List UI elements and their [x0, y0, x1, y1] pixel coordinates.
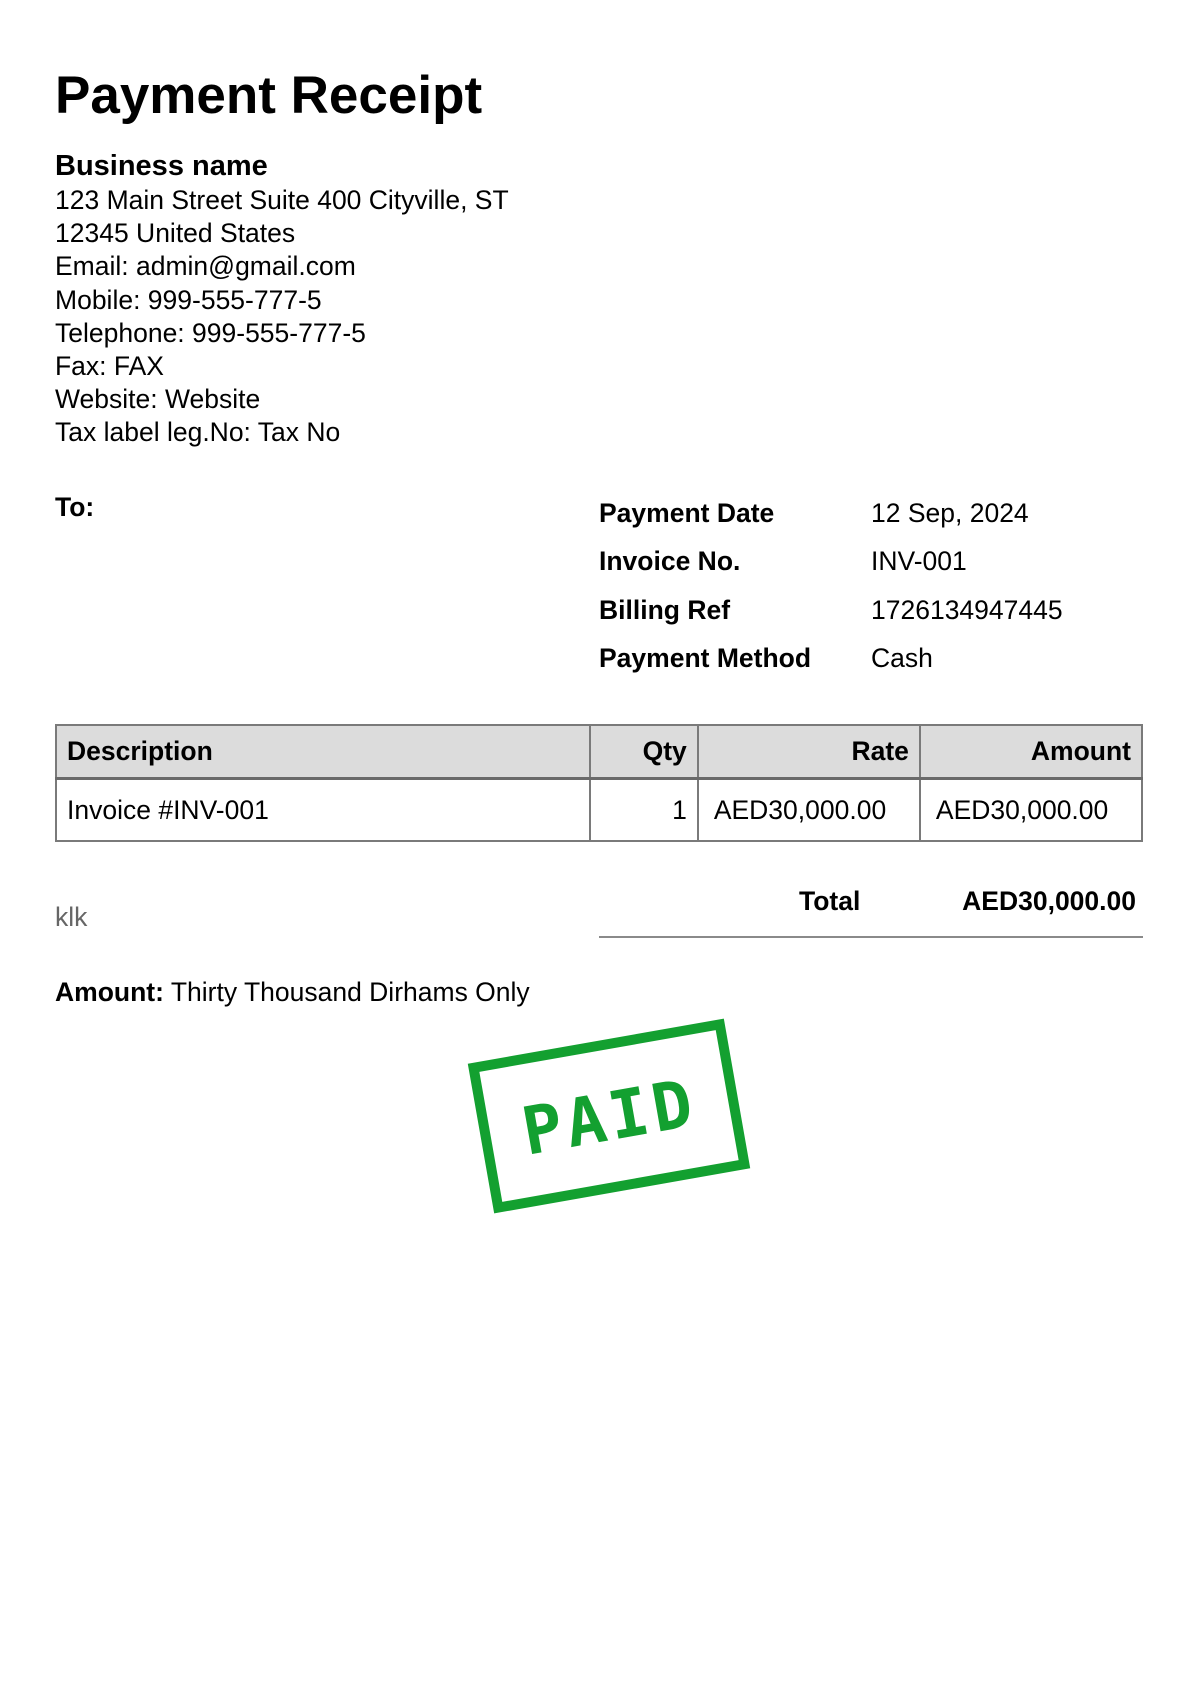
rate-header: Rate: [698, 725, 920, 779]
payment-method-row: [599, 637, 1143, 685]
line-items-table: [55, 724, 1143, 842]
business-website: Website: Website: [55, 384, 261, 415]
total-label: Total: [799, 886, 861, 916]
paid-stamp: [468, 1019, 750, 1214]
business-info: [55, 148, 675, 450]
item-rate: AED30,000.00: [698, 779, 920, 842]
billing-ref-value: 1726134947445: [871, 594, 1063, 625]
amount-in-words: [55, 975, 530, 1009]
billing-ref-row: [599, 589, 1143, 637]
amount-in-words-label: Amount:: [55, 977, 164, 1007]
payment-date-label: Payment Date: [599, 498, 775, 528]
payment-date-value: 12 Sep, 2024: [871, 498, 1029, 528]
invoice-number-value: INV-001: [871, 546, 967, 577]
qty-header: Qty: [590, 725, 698, 779]
table-header-row: [56, 725, 1142, 779]
total-row: [599, 880, 1143, 938]
item-description: Invoice #INV-001: [56, 779, 590, 842]
business-telephone: Telephone: 999-555-777-5: [55, 317, 366, 348]
business-tax-number: Tax label leg.No: Tax No: [55, 417, 341, 448]
amount-header: Amount: [920, 725, 1142, 779]
billing-ref-label: Billing Ref: [599, 594, 731, 625]
table-row: [56, 779, 1142, 842]
recipient-label: To:: [55, 492, 95, 522]
item-amount: AED30,000.00: [920, 779, 1142, 842]
business-email: Email: admin@gmail.com: [55, 251, 356, 282]
item-qty: 1: [590, 779, 698, 842]
amount-in-words-value: Thirty Thousand Dirhams Only: [170, 977, 530, 1007]
payment-method-label: Payment Method: [599, 642, 812, 673]
payment-details: [599, 492, 1143, 685]
invoice-number-row: [599, 540, 1143, 588]
business-name: Business name: [55, 150, 268, 182]
payment-date-row: [599, 492, 1143, 540]
business-address-line-1: 123 Main Street Suite 400 Cityville, ST: [55, 185, 509, 215]
total-value: AED30,000.00: [962, 886, 1136, 916]
payment-method-value: Cash: [871, 642, 933, 673]
paid-stamp-text: PAID: [516, 1064, 703, 1171]
invoice-number-label: Invoice No.: [599, 546, 741, 577]
business-mobile: Mobile: 999-555-777-5: [55, 284, 322, 315]
page-title: Payment Receipt: [55, 66, 483, 125]
business-fax: Fax: FAX: [55, 351, 164, 382]
business-address-line-2: 12345 United States: [55, 218, 296, 249]
description-header: Description: [56, 725, 590, 779]
receipt-note: klk: [55, 902, 88, 932]
